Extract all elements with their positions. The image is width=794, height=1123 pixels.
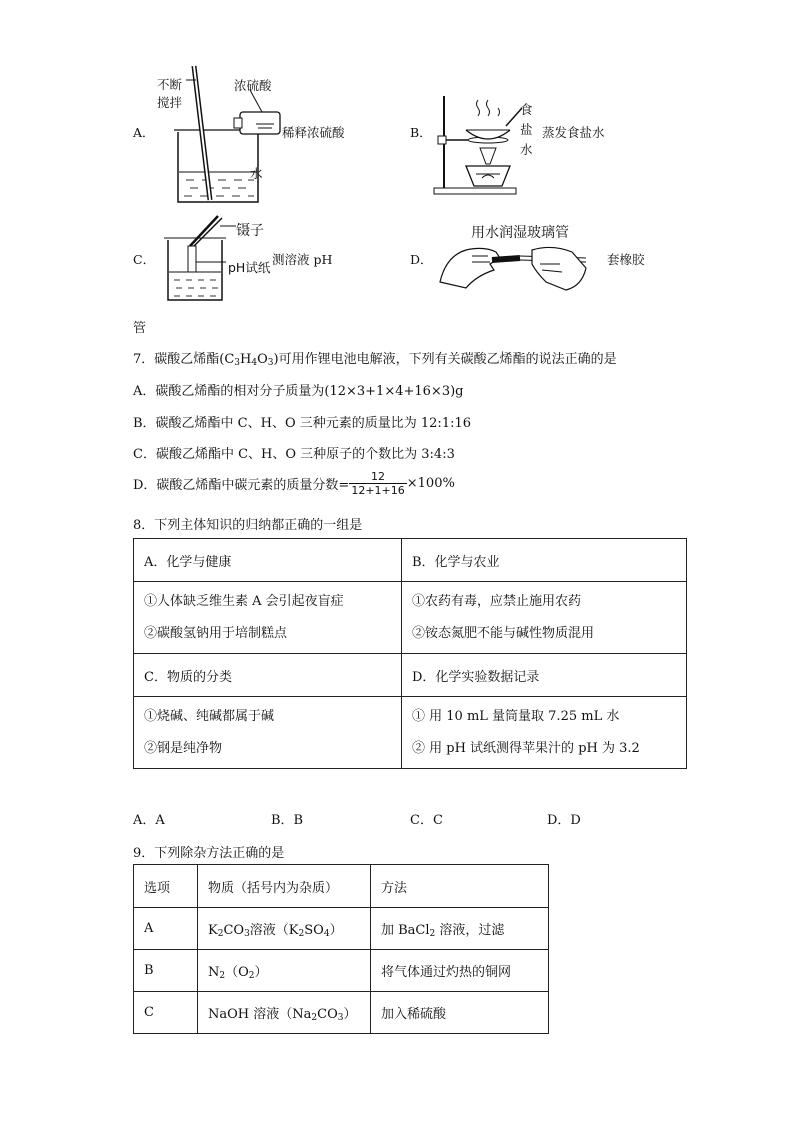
q7-option-c: C．碳酸乙烯酯中 C、H、O 三种原子的个数比为 3:4:3	[133, 447, 455, 462]
option-letter-a: A．	[133, 125, 155, 140]
label-tweezers: 镊子	[236, 223, 264, 239]
q7-option-d: D．碳酸乙烯酯中碳元素的质量分数= $\frac{12}{12+1+16}$ ×100%	[133, 470, 455, 497]
label-salt-2: 盐	[520, 122, 533, 137]
q8-choice-c: C．C	[410, 813, 443, 828]
q7-stem: 7．碳酸乙烯酯$(C_3H_4O_3)$可用作锂电池电解液，下列有关碳酸乙烯酯的说法正确的是	[133, 352, 617, 368]
q9-row-a-substance: $K_2CO_3$溶液$(K_2SO_4)$	[198, 908, 371, 950]
caption-d: 套橡胶	[607, 252, 645, 267]
q9-row-b-method: 将气体通过灼热的铜网	[371, 950, 549, 992]
label-salt-3: 水	[520, 142, 533, 157]
q8-cell-d-body: ① 用 10 mL 量筒量取 7.25 mL 水 ② 用 pH 试纸测得苹果汁的 pH 为 3.2	[402, 697, 687, 769]
option-letter-c: C．	[133, 252, 156, 267]
q8-cell-c-head: C．物质的分类	[134, 654, 402, 697]
q9-header-method: 方法	[371, 865, 549, 908]
caption-b: 蒸发食盐水	[542, 125, 605, 140]
label-ph-paper: pH试纸	[228, 260, 271, 275]
q7-option-b: B．碳酸乙烯酯中 C、H、O 三种元素的质量比为 12:1:16	[133, 416, 472, 431]
option-letter-b: B．	[410, 125, 432, 140]
q7-option-a: A．碳酸乙烯酯的相对分子质量为(12×3+1×4+16×3)g	[133, 384, 464, 399]
q8-cell-b-body: ①农药有毒，应禁止施用农药 ②铵态氮肥不能与碱性物质混用	[402, 582, 687, 654]
q8-cell-d-head: D．化学实验数据记录	[402, 654, 687, 697]
label-conc-acid: 浓硫酸	[234, 78, 272, 93]
evaporation-apparatus-icon	[430, 86, 530, 198]
caption-c: 测溶液 pH	[272, 252, 333, 267]
q9-row-b-option: B	[134, 950, 198, 992]
q8-cell-b-head: B．化学与农业	[402, 539, 687, 582]
label-stir: 不断	[157, 77, 183, 92]
table-row	[134, 908, 549, 950]
q9-row-c-substance: NaOH 溶液$(Na_2CO_3)$	[198, 992, 371, 1034]
label-salt-1: 食	[520, 102, 533, 117]
label-wet-tube: 用水润湿玻璃管	[471, 225, 569, 241]
q8-cell-c-body: ①烧碱、纯碱都属于碱 ②钢是纯净物	[134, 697, 402, 769]
q9-row-b-substance: $N_2(O_2)$	[198, 950, 371, 992]
q9-row-c-method: 加入稀硫酸	[371, 992, 549, 1034]
label-stir-2: 搅拌	[157, 95, 183, 110]
option-letter-d: D．	[410, 252, 433, 267]
table-row	[134, 992, 549, 1034]
caption-d-wrap: 管	[133, 321, 147, 336]
q9-row-a-option: A	[134, 908, 198, 950]
q8-choice-d: D．D	[547, 813, 581, 828]
q8-choice-b: B．B	[271, 813, 304, 828]
q8-stem: 8．下列主体知识的归纳都正确的一组是	[133, 518, 363, 533]
q8-cell-a-body: ①人体缺乏维生素 A 会引起夜盲症 ②碳酸氢钠用于培制糕点	[134, 582, 402, 654]
label-water: 水	[250, 166, 263, 181]
q9-row-a-method: 加 BaCl$_2$ 溶液，过滤	[371, 908, 549, 950]
q9-header-option: 选项	[134, 865, 198, 908]
q8-choice-a: A．A	[133, 813, 165, 828]
q9-stem: 9．下列除杂方法正确的是	[133, 846, 285, 861]
hands-tube-icon	[436, 242, 596, 294]
q9-table	[133, 864, 549, 1034]
caption-a: 稀释浓硫酸	[282, 125, 345, 140]
q9-row-c-option: C	[134, 992, 198, 1034]
q8-cell-a-head: A．化学与健康	[134, 539, 402, 582]
table-row	[134, 950, 549, 992]
mass-fraction: $\frac{12}{12+1+16}$	[351, 470, 405, 497]
q9-header-substance: 物质（括号内为杂质）	[198, 865, 371, 908]
q8-table	[133, 538, 687, 769]
